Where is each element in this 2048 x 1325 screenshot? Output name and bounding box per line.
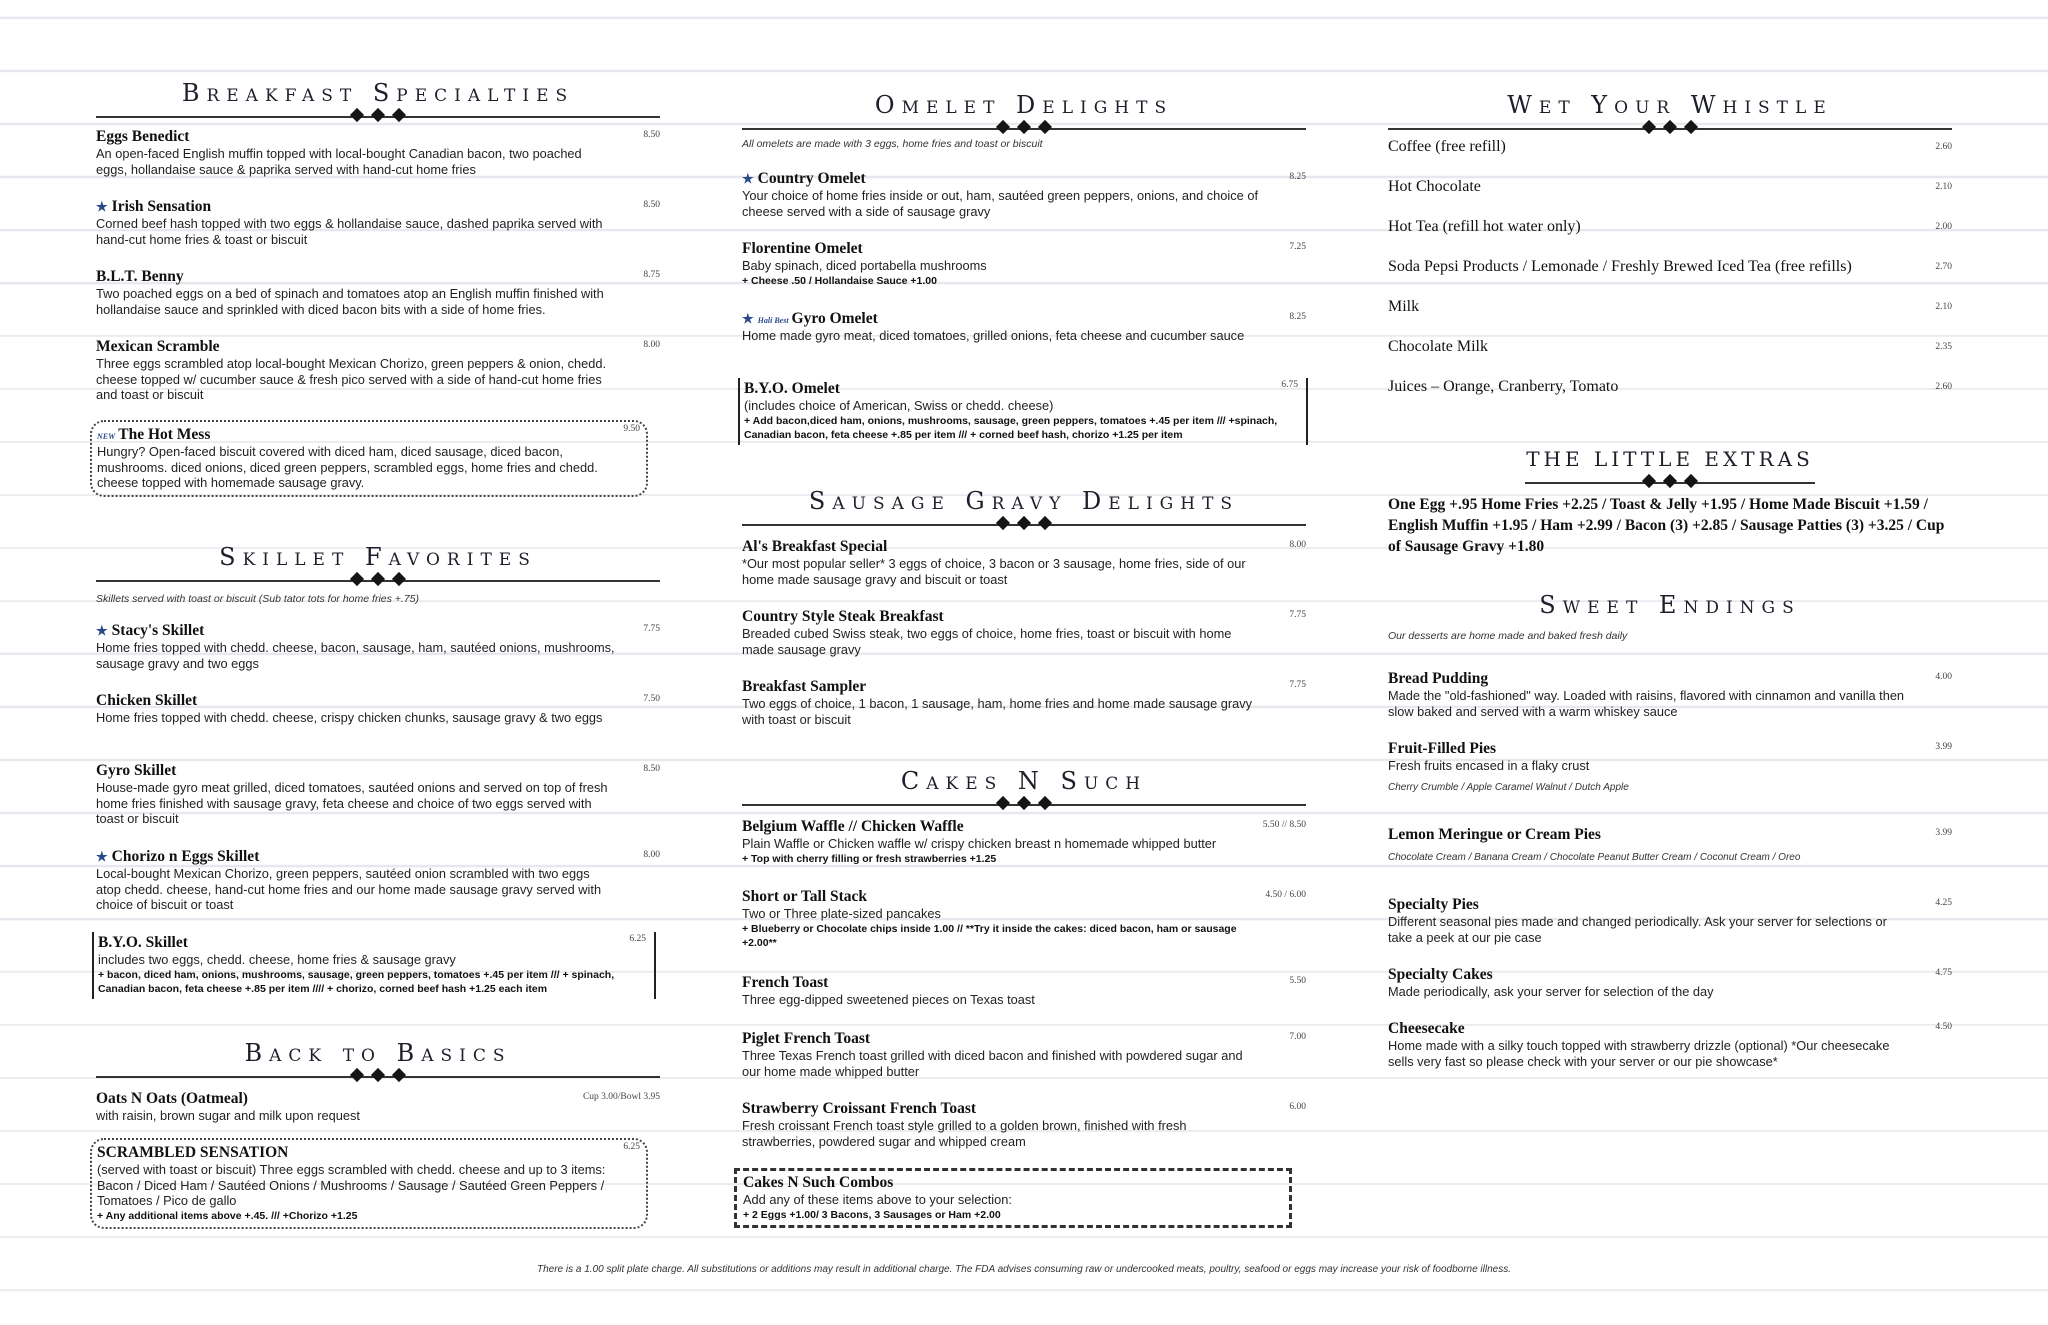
item-price: 4.25 (1935, 898, 1952, 908)
divider-ornament (1388, 122, 1952, 136)
item-description: Fresh croissant French toast style grilled to a golden brown, finished with fresh strawberries, powdered sugar and whipped cream (742, 1118, 1187, 1149)
star-icon: ★ (96, 849, 108, 864)
item-description: *Our most popular seller* 3 eggs of choice, 3 bacon or 3 sausage, home fries, side of our home made sausage gravy and biscuit or toast (742, 556, 1246, 587)
item-price: 8.50 (643, 130, 660, 140)
menu-item (1388, 1020, 1952, 1069)
menu-item (96, 268, 660, 317)
section-sausage-gravy-delights (742, 486, 1306, 532)
item-price: 3.99 (1935, 828, 1952, 838)
item-description: Plain Waffle or Chicken waffle w/ crispy chicken breast n homemade whipped butter (742, 836, 1217, 851)
item-price: 5.50 // 8.50 (1262, 820, 1306, 830)
section-note: Our desserts are home made and baked fresh daily (1388, 630, 1628, 642)
item-price: 2.00 (1935, 222, 1952, 232)
item-description: (includes choice of American, Swiss or chedd. cheese) (744, 398, 1054, 413)
section-little-extras (1388, 444, 1952, 557)
item-addons: + Blueberry or Chocolate chips inside 1.00 // **Try it inside the cakes: diced bacon, ham or sausage +2.00** (742, 922, 1237, 949)
item-name: Soda Pepsi Products / Lemonade / Freshly Brewed Iced Tea (free refills) (1388, 258, 1852, 275)
item-description: Hungry? Open-faced biscuit covered with diced ham, diced sausage, diced bacon, mushrooms. diced onions, diced green peppers, scrambled eggs, home fries and chedd. cheese topped with homemade sausage gravy. (97, 444, 598, 490)
divider-ornament (742, 518, 1306, 532)
section-omelet-delights (742, 90, 1306, 150)
section-title: Skillet Favorites (219, 543, 537, 571)
item-description: Your choice of home fries inside or out, ham, sautéed green peppers, onions, and choice of cheese served with a side of sausage gravy (742, 188, 1258, 219)
item-description: (served with toast or biscuit) Three eggs scrambled with chedd. cheese and up to 3 items: Bacon / Diced Ham / Sautéed Onions / Mushrooms / Sausage / Sautéed Green Peppers / Tomatoes / Pico de gallo (97, 1162, 606, 1208)
menu-item (96, 1090, 660, 1124)
divider-ornament (1525, 476, 1815, 490)
item-name: Piglet French Toast (742, 1030, 871, 1047)
section-skillet-favorites (96, 542, 660, 605)
item-description: Two or Three plate-sized pancakes (742, 906, 941, 921)
item-description: Three eggs scrambled atop local-bought Mexican Chorizo, green peppers & onion, chedd. cheese topped w/ cucumber sauce & fresh pico served with a side of hand-cut home fries and toast or biscuit (96, 356, 607, 402)
item-name: Hot Chocolate (1388, 178, 1481, 195)
menu-item-build-your-own (92, 932, 656, 999)
item-description: includes two eggs, chedd. cheese, home fries & sausage gravy (98, 952, 456, 967)
item-price: 8.00 (1289, 540, 1306, 550)
item-price: 8.25 (1289, 312, 1306, 322)
section-title: Wet Your Whistle (1507, 91, 1833, 119)
item-price: 7.75 (1289, 610, 1306, 620)
item-price: 2.35 (1935, 342, 1952, 352)
item-name: Short or Tall Stack (742, 888, 868, 905)
item-addons: + Top with cherry filling or fresh strawberries +1.25 (742, 852, 997, 865)
menu-item (96, 338, 660, 403)
item-price: 7.75 (1289, 680, 1306, 690)
item-name: B.Y.O. Skillet (98, 934, 188, 951)
item-price: 2.60 (1935, 142, 1952, 152)
menu-item (96, 692, 660, 726)
item-name: Milk (1388, 298, 1420, 315)
section-breakfast-specialties (96, 78, 660, 124)
item-name: Florentine Omelet (742, 240, 863, 257)
item-name: Coffee (free refill) (1388, 138, 1506, 155)
item-description: Three egg-dipped sweetened pieces on Texas toast (742, 992, 1035, 1007)
menu-item (742, 170, 1306, 219)
item-price: 2.70 (1935, 262, 1952, 272)
footer-disclaimer: There is a 1.00 split plate charge. All substitutions or additions may result in additional charge. The FDA advises consuming raw or undercooked meats, poultry, seafood or eggs may increase your risk of foodborne illness. (536, 1264, 1511, 1275)
drink-item (1388, 338, 1952, 356)
item-price: 9.50 (623, 424, 640, 434)
divider-ornament (96, 110, 660, 124)
item-price: Cup 3.00/Bowl 3.95 (582, 1092, 660, 1102)
halal-badge: Hali Best (757, 316, 789, 325)
item-name: Juices – Orange, Cranberry, Tomato (1388, 378, 1619, 395)
section-note: Skillets served with toast or biscuit (Sub tator tots for home fries +.75) (96, 593, 420, 605)
section-wet-your-whistle (1388, 90, 1952, 136)
menu-item-combos (734, 1168, 1292, 1228)
item-name: Oats N Oats (Oatmeal) (96, 1090, 248, 1107)
menu-item (742, 240, 1306, 288)
menu-item (1388, 896, 1952, 945)
section-title: THE LITTLE EXTRAS (1526, 447, 1814, 471)
item-name: Cakes N Such Combos (743, 1174, 894, 1191)
item-description: House-made gyro meat grilled, diced tomatoes, sautéed onions and served on top of fresh home fries finished with sausage gravy, feta cheese and choice of two eggs served with toast or biscuit (96, 780, 608, 826)
item-name: Belgium Waffle // Chicken Waffle (742, 818, 964, 835)
item-description: Add any of these items above to your selection: (743, 1192, 1012, 1207)
menu-item (742, 538, 1306, 587)
menu-item (742, 678, 1306, 727)
item-description: An open-faced English muffin topped with local-bought Canadian bacon, two poached eggs, hollandaise sauce & paprika served with hand-cut home fries (96, 146, 582, 177)
item-name: Gyro Skillet (96, 762, 177, 779)
item-name: French Toast (742, 974, 829, 991)
drink-item (1388, 138, 1952, 156)
menu-item (742, 888, 1306, 950)
drink-item (1388, 218, 1952, 236)
item-name: Gyro Omelet (791, 310, 878, 327)
menu-item (1388, 740, 1952, 793)
item-price: 2.10 (1935, 302, 1952, 312)
item-name: Chicken Skillet (96, 692, 198, 709)
menu-item-featured (90, 420, 648, 497)
section-cakes-n-such (742, 766, 1306, 812)
item-price: 8.75 (643, 270, 660, 280)
item-price: 3.99 (1935, 742, 1952, 752)
drink-item (1388, 178, 1952, 196)
item-addons: + Add bacon,diced ham, onions, mushrooms, sausage, green peppers, tomatoes +.45 per item /// +spinach, Canadian bacon, feta cheese +.85 per item /// + corned beef hash, chorizo +1.25 per item (744, 414, 1278, 441)
menu-item (96, 622, 660, 671)
item-flavors: Chocolate Cream / Banana Cream / Chocolate Peanut Butter Cream / Coconut Cream / Oreo (1388, 852, 1801, 863)
item-addons: + Any additional items above +.45. /// +Chorizo +1.25 (97, 1209, 358, 1222)
item-description: Two poached eggs on a bed of spinach and tomatoes atop an English muffin finished with hollandaise sauce and sprinkled with diced bacon bits with a side of home fries. (96, 286, 604, 317)
item-name: Stacy's Skillet (111, 622, 205, 639)
divider-ornament (742, 122, 1306, 136)
item-name: Specialty Pies (1388, 896, 1479, 913)
item-name: Bread Pudding (1388, 670, 1489, 687)
item-price: 7.50 (643, 694, 660, 704)
item-name: Country Style Steak Breakfast (742, 608, 944, 625)
item-addons: + bacon, diced ham, onions, mushrooms, sausage, green peppers, tomatoes +.45 per item /// + spinach, Canadian bacon, feta cheese +.85 per item //// + chorizo, corned beef hash +1.25 each item (98, 968, 615, 995)
item-name: Fruit-Filled Pies (1388, 740, 1497, 757)
item-name: SCRAMBLED SENSATION (97, 1144, 289, 1161)
section-title: Omelet Delights (874, 91, 1174, 119)
item-description: with raisin, brown sugar and milk upon request (96, 1108, 360, 1123)
item-price: 8.00 (643, 340, 660, 350)
item-price: 6.25 (629, 934, 646, 944)
item-description: Baby spinach, diced portabella mushrooms (742, 258, 987, 273)
item-addons: + Cheese .50 / Hollandaise Sauce +1.00 (742, 274, 937, 287)
item-description: Corned beef hash topped with two eggs & hollandaise sauce, dashed paprika served with hand-cut home fries & toast or biscuit (96, 216, 603, 247)
section-title: Sausage Gravy Delights (808, 487, 1240, 515)
menu-item-build-your-own (738, 378, 1308, 445)
item-addons: + 2 Eggs +1.00/ 3 Bacons, 3 Sausages or Ham +2.00 (743, 1208, 1001, 1221)
section-title: Sweet Endings (1539, 591, 1801, 619)
item-name: Country Omelet (757, 170, 866, 187)
section-back-to-basics (96, 1038, 660, 1084)
item-description: Fresh fruits encased in a flaky crust (1388, 758, 1590, 773)
drink-item (1388, 258, 1952, 276)
item-name: B.Y.O. Omelet (744, 380, 840, 397)
divider-ornament (96, 1070, 660, 1084)
item-description: Home made gyro meat, diced tomatoes, grilled onions, feta cheese and cucumber sauce (742, 328, 1245, 343)
menu-item (742, 1030, 1306, 1079)
section-sweet-endings (1388, 590, 1952, 642)
divider-ornament (96, 574, 660, 588)
item-name: Eggs Benedict (96, 128, 190, 145)
item-price: 8.50 (643, 764, 660, 774)
drink-item (1388, 298, 1952, 316)
menu-item (1388, 826, 1952, 863)
item-price: 7.75 (643, 624, 660, 634)
star-icon: ★ (742, 171, 754, 186)
item-price: 6.75 (1281, 380, 1298, 390)
menu-item-featured (90, 1138, 648, 1229)
menu-item (742, 818, 1306, 866)
item-description: Three Texas French toast grilled with diced bacon and finished with powdered sugar and our home made whipped butter (742, 1048, 1243, 1079)
item-price: 6.25 (623, 1142, 640, 1152)
star-icon: ★ (96, 199, 108, 214)
item-name: Chorizo n Eggs Skillet (111, 848, 260, 865)
item-price: 4.50 (1935, 1022, 1952, 1032)
item-name: Specialty Cakes (1388, 966, 1493, 983)
item-name: Lemon Meringue or Cream Pies (1388, 826, 1601, 843)
item-description: Different seasonal pies made and changed periodically. Ask your server for selections or take a peek at our pie case (1388, 914, 1887, 945)
menu-item (96, 762, 660, 827)
item-name: Irish Sensation (111, 198, 212, 215)
item-description: Two eggs of choice, 1 bacon, 1 sausage, ham, home fries and home made sausage gravy with toast or biscuit (742, 696, 1253, 727)
item-name: Hot Tea (refill hot water only) (1388, 218, 1581, 235)
menu-item (742, 310, 1306, 344)
item-description: Made the "old-fashioned" way. Loaded with raisins, flavored with cinnamon and vanilla then slow baked and served with a warm whiskey sauce (1388, 688, 1905, 719)
menu-item (742, 1100, 1306, 1149)
item-price: 7.25 (1289, 242, 1306, 252)
item-price: 4.50 / 6.00 (1265, 890, 1306, 900)
new-badge: NEW (97, 432, 116, 441)
item-price: 5.50 (1289, 976, 1306, 986)
item-name: Breakfast Sampler (742, 678, 867, 695)
item-description: Local-bought Mexican Chorizo, green peppers, sautéed onion scrambled with two eggs atop chedd. cheese, hand-cut home fries and our home made sausage gravy served with choice of biscuit or toast (96, 866, 602, 912)
item-price: 8.00 (643, 850, 660, 860)
star-icon: ★ (96, 623, 108, 638)
section-title: Cakes N Such (900, 767, 1148, 795)
menu-item (742, 974, 1306, 1008)
menu-item (1388, 966, 1952, 1000)
item-description: Home made with a silky touch topped with strawberry drizzle (optional) *Our cheesecake sells very fast so please check with your server or our pie showcase* (1388, 1038, 1890, 1069)
divider-ornament (742, 798, 1306, 812)
section-title: Breakfast Specialties (181, 79, 575, 107)
item-price: 2.10 (1935, 182, 1952, 192)
menu-item (96, 848, 660, 913)
item-price: 8.50 (643, 200, 660, 210)
item-name: Al's Breakfast Special (742, 538, 888, 555)
item-price: 8.25 (1289, 172, 1306, 182)
section-title: Back to Basics (244, 1039, 512, 1067)
item-name: The Hot Mess (118, 426, 211, 443)
item-name: Mexican Scramble (96, 338, 220, 355)
item-price: 6.00 (1289, 1102, 1306, 1112)
item-name: B.L.T. Benny (96, 268, 184, 285)
item-description: Breaded cubed Swiss steak, two eggs of choice, home fries, toast or biscuit with home made sausage gravy (742, 626, 1232, 657)
item-price: 4.00 (1935, 672, 1952, 682)
menu-item (96, 128, 660, 177)
item-price: 7.00 (1289, 1032, 1306, 1042)
extras-list: One Egg +.95 Home Fries +2.25 / Toast & Jelly +1.95 / Home Made Biscuit +1.59 / English Muffin +1.95 / Ham +2.99 / Bacon (3) +2.85 / Sausage Patties (3) +3.25 / Cup of Sausage Gravy +1.80 (1388, 496, 1945, 555)
menu-item (96, 198, 660, 247)
item-description: Home fries topped with chedd. cheese, bacon, sausage, ham, sautéed onions, mushrooms, sausage gravy and two eggs (96, 640, 615, 671)
item-name: Strawberry Croissant French Toast (742, 1100, 977, 1117)
item-price: 2.60 (1935, 382, 1952, 392)
star-icon: ★ (742, 311, 754, 326)
menu-item (742, 608, 1306, 657)
item-price: 4.75 (1935, 968, 1952, 978)
item-name: Cheesecake (1388, 1020, 1465, 1037)
item-flavors: Cherry Crumble / Apple Caramel Walnut / Dutch Apple (1388, 781, 1629, 793)
drink-item (1388, 378, 1952, 396)
section-note: All omelets are made with 3 eggs, home fries and toast or biscuit (742, 138, 1043, 150)
menu-item (1388, 670, 1952, 719)
item-name: Chocolate Milk (1388, 338, 1488, 355)
item-description: Made periodically, ask your server for selection of the day (1388, 984, 1714, 999)
item-description: Home fries topped with chedd. cheese, crispy chicken chunks, sausage gravy & two eggs (96, 710, 603, 725)
